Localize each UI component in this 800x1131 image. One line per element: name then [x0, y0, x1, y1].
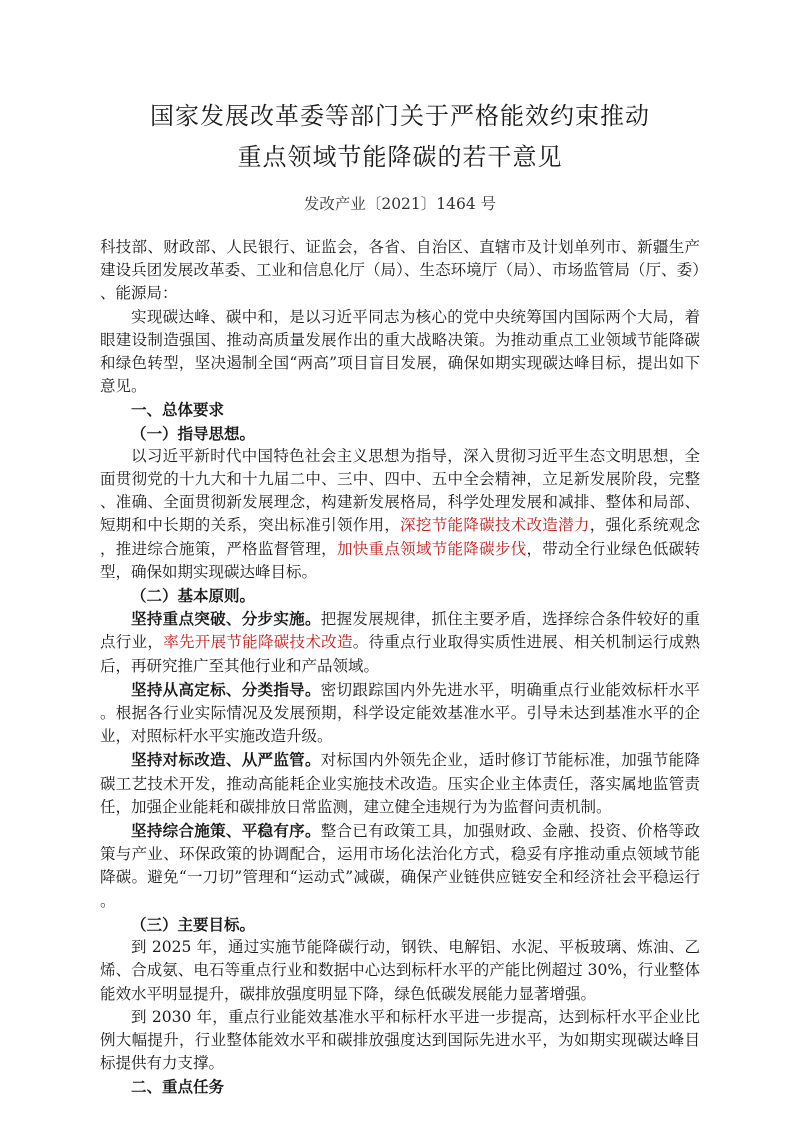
section-heading-general-requirements: 一、总体要求: [131, 400, 225, 420]
subheading-basic-principles: （二）基本原则。: [131, 586, 256, 606]
document-title-line-1: 国家发展改革委等部门关于严格能效约束推动: [150, 102, 650, 130]
goal-2030-paragraph: 到 2030 年，重点行业能效基准水平和标杆水平进一步提高，达到标杆水平企业比例大幅提升，行业整体能效水平和碳排放强度达到国际先进水平，为如期实现碳达峰目标提供有力支撑。: [100, 1007, 700, 1073]
principle-heading: 坚持对标改造、从严监管。: [131, 750, 321, 770]
principle-heading: 坚持综合施策、平稳有序。: [131, 821, 321, 841]
highlight-text: 加快重点领域节能降碳步伐: [336, 539, 527, 558]
principle-paragraph: [100, 819, 700, 913]
text-segment: 把握发展规律，抓住主要矛盾，选择综合条件较好的重点行业，: [100, 610, 700, 652]
highlight-text: 率先开展节能降碳技术改造: [163, 633, 353, 652]
text-segment: 对标国内外领先企业，适时修订节能标准，加强节能降碳工艺技术开发，推动高能耗企业实施技术改造。压实企业主体责任，落实属地监管责任，加强企业能耗和碳排放日常监测，建立健全违规行为为监督问责机制。: [100, 751, 700, 816]
guiding-ideology-paragraph: [100, 445, 700, 584]
text-segment: 整合已有政策工具，加强财政、金融、投资、价格等政策与产业、环保政策的协调配合，运用市场化法治化方式，稳妥有序推动重点领域节能降碳。避免“一刀切”管理和“运动式”减碳，确保产业链供应链安全和经济社会平稳运行。: [100, 822, 700, 910]
text-segment: 密切跟踪国内外先进水平，明确重点行业能效标杆水平。根据各行业实际情况及发展预期，科学设定能效基准水平。引导未达到基准水平的企业，对照标杆水平实施改造升级。: [100, 680, 700, 746]
highlight-text: 深挖节能降碳技术改造潜力: [400, 516, 590, 535]
document-title-line-2: 重点领域节能降碳的若干意见: [237, 143, 563, 171]
subheading-guiding-ideology: （一）指导思想。: [131, 423, 256, 443]
principle-paragraph: [100, 678, 700, 749]
principle-heading: 坚持重点突破、分步实施。: [131, 609, 321, 629]
goal-2025-paragraph: 到 2025 年，通过实施节能降碳行动，钢铁、电解铝、水泥、平板玻璃、炼油、乙烯、合成氨、电石等重点行业和数据中心达到标杆水平的产能比例超过 30%，行业整体能效水平明显提升，碳排放强度明显下降，绿色低碳发展能力显著增强。: [100, 938, 700, 1003]
text-segment: 。待重点行业取得实质性进展、相关机制运行成熟后，再研究推广至其他行业和产品领域。: [100, 633, 700, 675]
principle-paragraph: [100, 748, 700, 819]
text-segment: 以习近平新时代中国特色社会主义思想为指导，深入贯彻习近平生态文明思想，全面贯彻党的十九大和十九届二中、三中、四中、五中全会精神，立足新发展阶段，完整、准确、全面贯彻新发展理念，构建新发展格局，科学处理发展和减排、整体和局部、短期和中长期的关系，突出标准引领作用，: [100, 446, 700, 535]
document-number: 发改产业〔2021〕1464 号: [303, 195, 497, 213]
text-segment: ，强化系统观念，推进综合施策，严格监督管理，: [100, 516, 700, 558]
section-heading-key-tasks: 二、重点任务: [131, 1077, 225, 1097]
subheading-main-goals: （三）主要目标。: [131, 914, 256, 934]
addressee-paragraph: 科技部、财政部、人民银行、证监会，各省、自治区、直辖市及计划单列市、新疆生产建设兵团发展改革委、工业和信息化厅（局）、生态环境厅（局）、市场监管局（厅、委）、能源局：: [100, 238, 700, 303]
principle-heading: 坚持从高定标、分类指导。: [131, 679, 321, 699]
text-segment: ，带动全行业绿色低碳转型，确保如期实现碳达峰目标。: [100, 539, 700, 581]
document-body: [100, 236, 700, 1099]
principle-paragraph: [100, 607, 700, 678]
intro-paragraph: 实现碳达峰、碳中和，是以习近平同志为核心的党中央统筹国内国际两个大局，着眼建设制造强国、推动高质量发展作出的重大战略决策。为推动重点工业领域节能降碳和绿色转型，坚决遏制全国“两高”项目盲目发展，确保如期实现碳达峰目标，提出如下意见。: [100, 307, 700, 396]
